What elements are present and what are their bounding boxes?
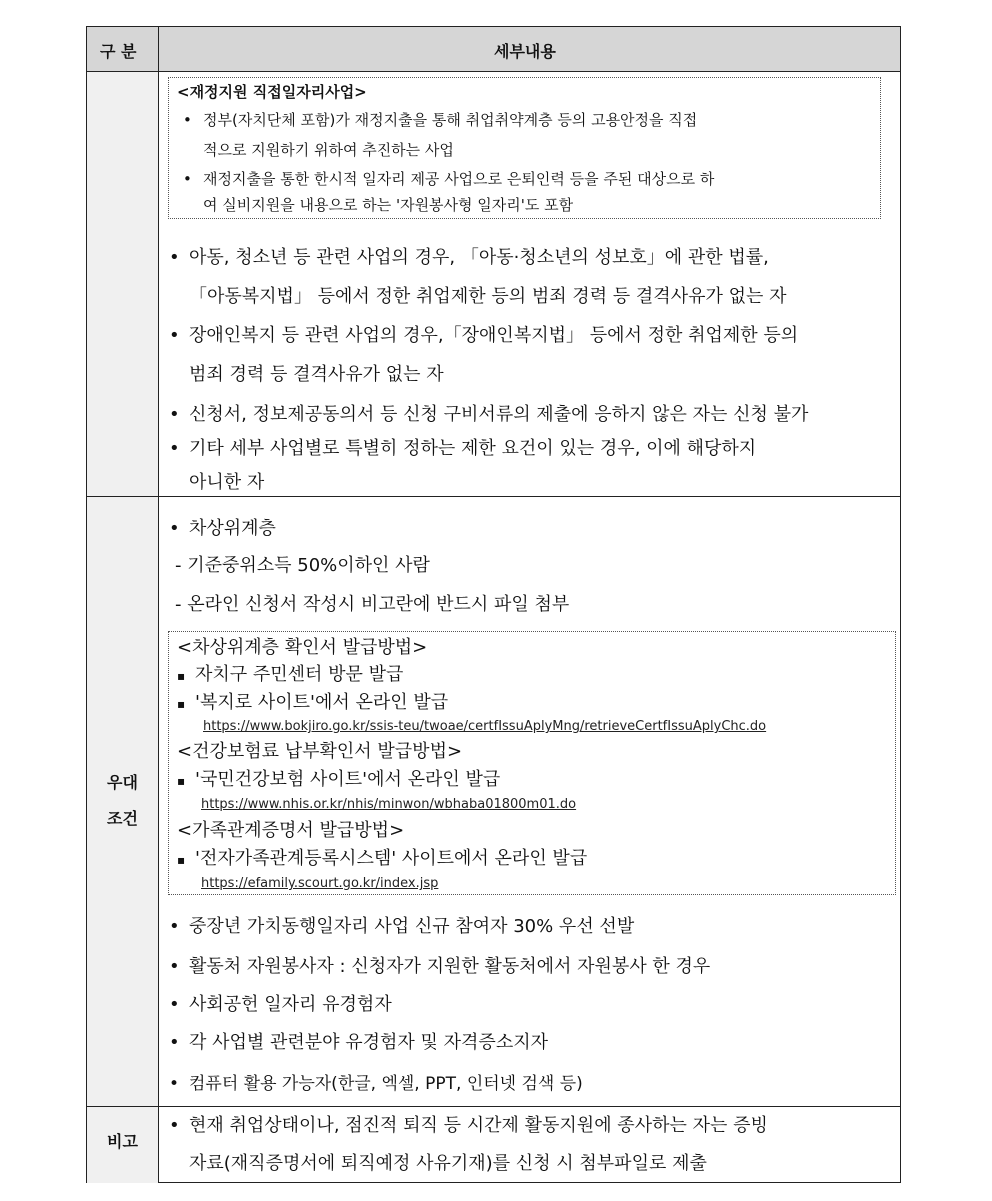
row3-label: 비고 <box>107 1132 138 1151</box>
preference-detail-1: - 기준중위소득 50%이하인 사람 <box>175 555 430 576</box>
header-category-text: 구 분 <box>100 42 137 61</box>
item-text: 신청서, 정보제공동의서 등 신청 구비서류의 제출에 응하지 않은 자는 신청 불가 <box>189 404 809 425</box>
preference-item-3 <box>169 952 710 978</box>
bullet-icon: • <box>169 1115 180 1136</box>
item-text: 활동처 자원봉사자 : 신청자가 지원한 활동처에서 자원봉사 한 경우 <box>189 956 711 977</box>
preference-item-4 <box>169 990 392 1016</box>
bullet-icon: • <box>169 956 180 977</box>
item-text: 사회공헌 일자리 유경험자 <box>189 994 392 1015</box>
item-text: 기타 세부 사업별로 특별히 정하는 제한 요건이 있는 경우, 이에 해당하지 <box>189 438 757 459</box>
bullet-icon: • <box>169 916 180 937</box>
issuance-h1-item-2 <box>177 688 448 714</box>
bullet-icon: • <box>169 1032 180 1053</box>
bullet-icon: • <box>169 438 180 459</box>
remark-item-line-2: 자료(재직증명서에 퇴직예정 사유기재)를 신청 시 첨부파일로 제출 <box>189 1153 707 1174</box>
box-bullet-text: 정부(자치단체 포함)가 재정지출을 통해 취업취약계층 등의 고용안정을 직접 <box>203 111 698 129</box>
item-text: 컴퓨터 활용 가능자(한글, 엑셀, PPT, 인터넷 검색 등) <box>189 1074 583 1094</box>
remark-item-line-1 <box>169 1111 768 1137</box>
eligibility-item-4-line-2: 아니한 자 <box>189 472 265 493</box>
direct-job-program-box <box>168 77 881 219</box>
box-bullet-1-line-1 <box>183 109 697 130</box>
item-text: 아동, 청소년 등 관련 사업의 경우, 「아동·청소년의 성보호」에 관한 법률, <box>189 247 769 268</box>
item-text: '전자가족관계등록시스템' 사이트에서 온라인 발급 <box>195 848 588 869</box>
preference-item-5 <box>169 1028 548 1054</box>
column-divider <box>158 27 159 1182</box>
row-divider <box>87 71 900 72</box>
bullet-icon: ▪ <box>177 853 186 867</box>
row-divider <box>87 496 900 497</box>
issuance-heading-1: <차상위계층 확인서 발급방법> <box>177 637 428 658</box>
eligibility-item-4-line-1 <box>169 434 756 460</box>
bullet-icon: • <box>183 170 192 188</box>
item-text: 장애인복지 등 관련 사업의 경우,「장애인복지법」 등에서 정한 취업제한 등의 <box>189 325 799 346</box>
item-text: 각 사업별 관련분야 유경험자 및 자격증소지자 <box>189 1032 548 1053</box>
box-bullet-1-line-2: 적으로 지원하기 위하여 추진하는 사업 <box>203 141 454 159</box>
eligibility-item-1-line-2: 「아동복지법」 등에서 정한 취업제한 등의 범죄 경력 등 결격사유가 없는 자 <box>189 286 787 307</box>
bullet-icon: ▪ <box>177 669 186 683</box>
bullet-icon: • <box>169 518 180 539</box>
item-text: '국민건강보험 사이트'에서 온라인 발급 <box>195 769 501 790</box>
bullet-icon: ▪ <box>177 697 186 711</box>
issuance-heading-2: <건강보험료 납부확인서 발급방법> <box>177 741 463 762</box>
box-bullet-2-line-1 <box>183 168 714 189</box>
eligibility-item-2-line-2: 범죄 경력 등 결격사유가 없는 자 <box>189 364 444 385</box>
eligibility-item-2-line-1 <box>169 321 798 347</box>
efamily-link[interactable]: https://efamily.scourt.go.kr/index.jsp <box>201 876 439 891</box>
preference-detail-2: - 온라인 신청서 작성시 비고란에 반드시 파일 첨부 <box>175 594 570 615</box>
preference-item-6 <box>169 1069 583 1094</box>
nhis-link[interactable]: https://www.nhis.or.kr/nhis/minwon/wbhaba01800m01.do <box>201 797 577 812</box>
item-text: 자치구 주민센터 방문 발급 <box>195 664 404 685</box>
item-text: 현재 취업상태이나, 점진적 퇴직 등 시간제 활동지원에 종사하는 자는 증빙 <box>189 1115 768 1136</box>
bullet-icon: ▪ <box>177 774 186 788</box>
eligibility-item-1-line-1 <box>169 243 769 269</box>
item-text: '복지로 사이트'에서 온라인 발급 <box>195 692 449 713</box>
box-bullet-text: 재정지출을 통한 한시적 일자리 제공 사업으로 은퇴인력 등을 주된 대상으로 하 <box>203 170 715 188</box>
eligibility-item-3 <box>169 400 808 426</box>
certificate-issuance-box <box>168 631 896 895</box>
item-text: 중장년 가치동행일자리 사업 신규 참여자 30% 우선 선발 <box>189 916 635 937</box>
bullet-icon: • <box>169 325 180 346</box>
issuance-heading-3: <가족관계증명서 발급방법> <box>177 820 405 841</box>
item-text: 차상위계층 <box>189 518 276 539</box>
bullet-icon: • <box>169 1074 180 1094</box>
bullet-icon: • <box>169 994 180 1015</box>
row2-label-line2: 조건 <box>107 809 138 828</box>
box-title: <재정지원 직접일자리사업> <box>177 83 367 101</box>
preference-item-1 <box>169 514 276 540</box>
issuance-h2-item-1 <box>177 765 500 791</box>
row-divider <box>87 1106 900 1107</box>
bullet-icon: • <box>183 111 192 129</box>
issuance-h3-item-1 <box>177 844 587 870</box>
bullet-icon: • <box>169 247 180 268</box>
issuance-h1-item-1 <box>177 660 403 686</box>
bokjiro-link[interactable]: https://www.bokjiro.go.kr/ssis-teu/twoae/certfIssuAplyMng/retrieveCertfIssuAplyChc.do <box>203 719 767 734</box>
header-cell-category <box>87 27 158 71</box>
row2-label-line1: 우대 <box>107 773 138 792</box>
row1-label-cell <box>87 72 158 496</box>
header-details-text: 세부내용 <box>494 42 556 61</box>
requirements-table <box>86 26 901 1183</box>
bullet-icon: • <box>169 404 180 425</box>
preference-item-2 <box>169 912 634 938</box>
header-cell-details <box>159 27 900 71</box>
box-bullet-2-line-2: 여 실비지원을 내용으로 하는 '자원봉사형 일자리'도 포함 <box>203 196 574 214</box>
